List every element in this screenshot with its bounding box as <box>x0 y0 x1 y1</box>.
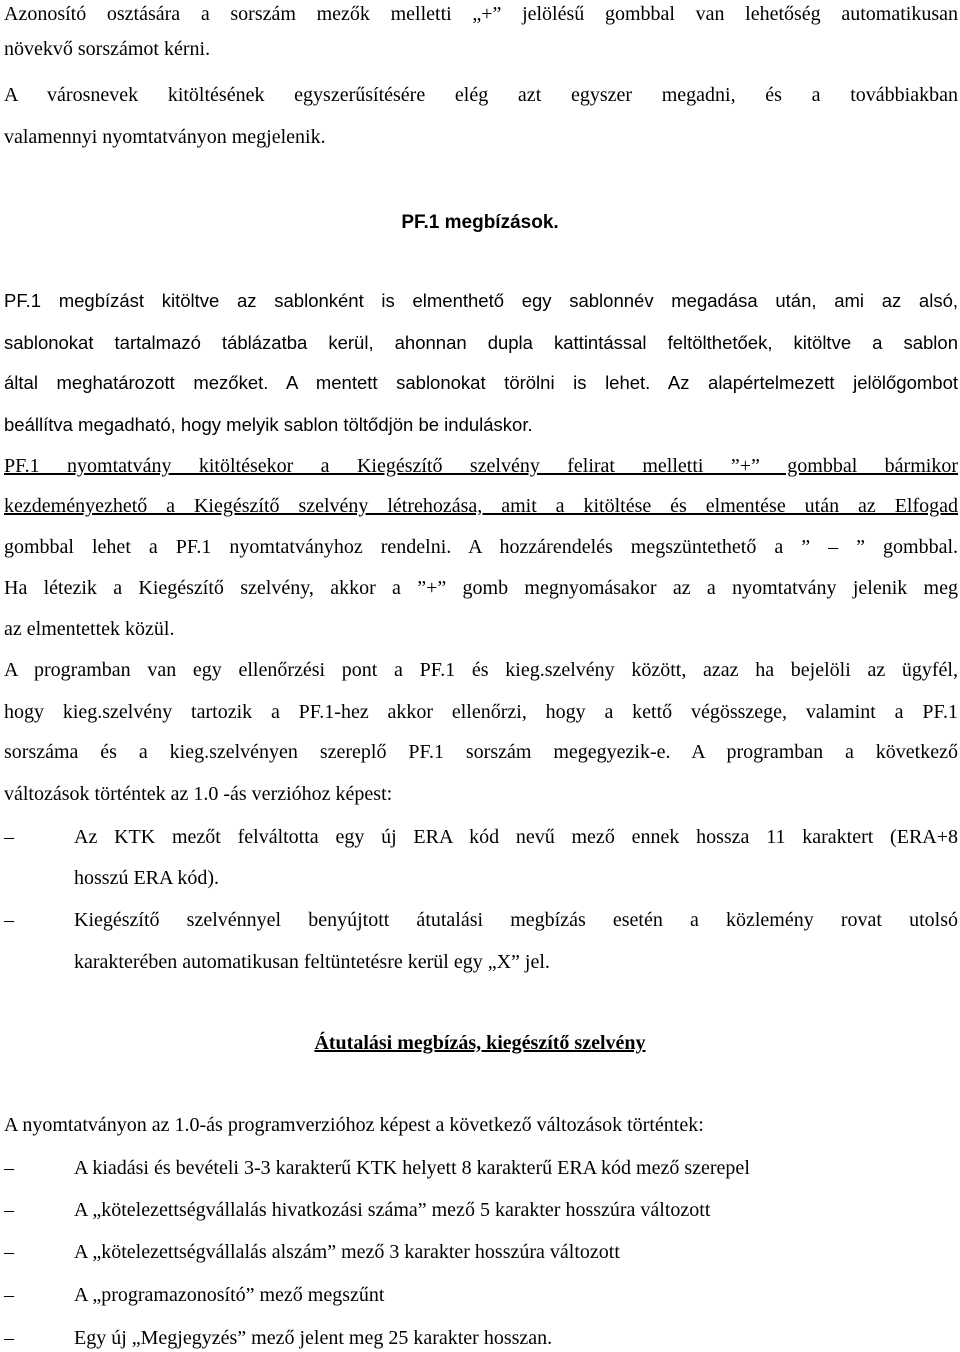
intro-line: valamennyi nyomtatványon megjelenik. <box>4 126 326 148</box>
bullet-line: A „programazonosító” mező megszűnt <box>74 1284 385 1306</box>
paragraph-line: A programban van egy ellenőrzési pont a PF.1 és kieg.szelvény között, azaz ha bejelöli az ügyfél, <box>4 659 958 681</box>
paragraph-line: kezdeményezhető a Kiegészítő szelvény létrehozása, amit a kitöltése és elmentése után az Elfogad <box>4 495 958 517</box>
bullet-dash: – <box>4 1327 14 1349</box>
paragraph-line: A nyomtatványon az 1.0-ás programverzióhoz képest a következő változások történtek: <box>4 1114 704 1136</box>
bullet-dash: – <box>4 1157 14 1179</box>
bullet-line: karakterében automatikusan feltüntetésre kerül egy „X” jel. <box>74 951 550 973</box>
bullet-line: A kiadási és bevételi 3-3 karakterű KTK helyett 8 karakterű ERA kód mező szerepel <box>74 1157 750 1179</box>
paragraph-line: változások történtek az 1.0 -ás verzióhoz képest: <box>4 783 393 805</box>
section-heading-pf1: PF.1 megbízások. <box>401 212 559 233</box>
paragraph-line: az elmentettek közül. <box>4 618 175 640</box>
intro-line: A városnevek kitöltésének egyszerűsítésére elég azt egyszer megadni, és a továbbiakban <box>4 84 958 106</box>
paragraph-line: hogy kieg.szelvény tartozik a PF.1-hez akkor ellenőrzi, hogy a kettő végösszege, valamint a PF.1 <box>4 701 958 723</box>
bullet-line: Az KTK mezőt felváltotta egy új ERA kód nevű mező ennek hossza 11 karaktert (ERA+8 <box>74 826 958 848</box>
paragraph-line: Ha létezik a Kiegészítő szelvény, akkor a ”+” gomb megnyomásakor az a nyomtatvány jelenik meg <box>4 577 958 599</box>
bullet-dash: – <box>4 1241 14 1263</box>
bullet-line: Egy új „Megjegyzés” mező jelent meg 25 karakter hosszan. <box>74 1327 553 1349</box>
paragraph-line: sablonokat tartalmazó táblázatba kerül, ahonnan dupla kattintással feltölthetőek, kitöltve a sablon <box>4 332 958 353</box>
paragraph-line: PF.1 megbízást kitöltve az sablonként is elmenthető egy sablonnév megadása után, ami az alsó, <box>4 290 958 311</box>
bullet-dash: – <box>4 1284 14 1306</box>
bullet-dash: – <box>4 826 14 848</box>
intro-line: növekvő sorszámot kérni. <box>4 38 211 60</box>
paragraph-line: gombbal lehet a PF.1 nyomtatványhoz rendelni. A hozzárendelés megszüntethető a ” – ” gombbal. <box>4 536 958 558</box>
bullet-line: Kiegészítő szelvénnyel benyújtott átutalási megbízás esetén a közlemény rovat utolsó <box>74 909 958 931</box>
bullet-line: hosszú ERA kód). <box>74 867 219 889</box>
section-heading-atutalasi: Átutalási megbízás, kiegészítő szelvény <box>314 1032 646 1054</box>
bullet-line: A „kötelezettségvállalás alszám” mező 3 karakter hosszúra változott <box>74 1241 620 1263</box>
bullet-dash: – <box>4 1199 14 1221</box>
paragraph-line: sorszáma és a kieg.szelvényen szereplő PF.1 sorszám megegyezik-e. A programban a következő <box>4 741 958 763</box>
paragraph-line: beállítva megadható, hogy melyik sablon töltődjön be induláskor. <box>4 414 533 435</box>
intro-line: Azonosító osztására a sorszám mezők melletti „+” jelölésű gombbal van lehetőség automatikusan <box>4 3 958 25</box>
bullet-line: A „kötelezettségvállalás hivatkozási száma” mező 5 karakter hosszúra változott <box>74 1199 711 1221</box>
bullet-dash: – <box>4 909 14 931</box>
paragraph-line: által meghatározott mezőket. A mentett sablonokat törölni is lehet. Az alapértelmezett jelölőgombot <box>4 372 958 393</box>
paragraph-line: PF.1 nyomtatvány kitöltésekor a Kiegészítő szelvény felirat melletti ”+” gombbal bármikor <box>4 455 958 477</box>
